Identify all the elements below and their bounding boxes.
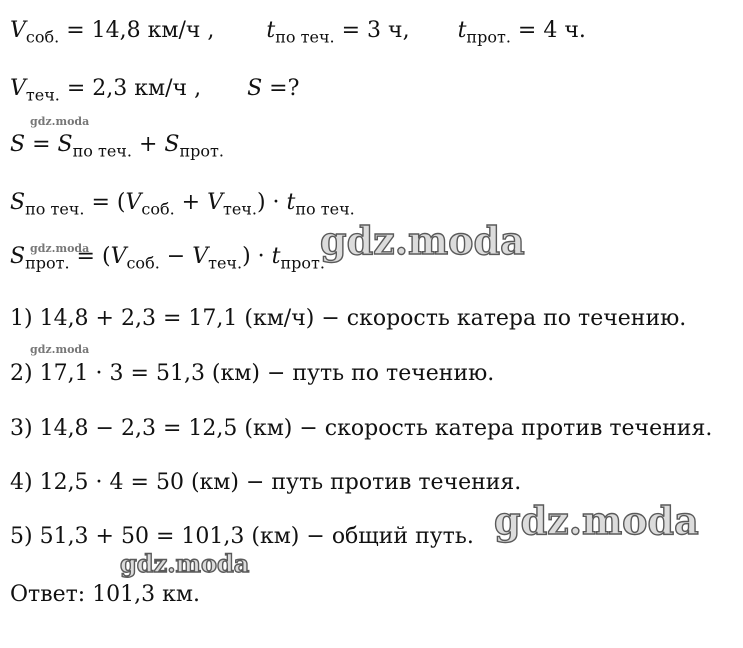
watermark: gdz.moda <box>494 498 699 543</box>
solution-step-2: 2) 17,1 · 3 = 51,3 (км) − путь по течению. <box>10 361 495 386</box>
var-t: t <box>457 18 467 43</box>
subscript: по теч. <box>295 199 355 219</box>
var-v: V <box>192 244 209 269</box>
subscript: теч. <box>208 253 243 273</box>
operator: = ( <box>84 190 126 215</box>
subscript: по теч. <box>72 141 132 161</box>
value: = 3 ч, <box>334 18 410 43</box>
watermark: gdz.moda <box>30 115 90 128</box>
var-v: V <box>125 190 142 215</box>
formula-total-path <box>10 134 224 160</box>
var-s: S <box>10 190 26 215</box>
var-s: S <box>10 132 26 157</box>
value: = 4 ч. <box>510 18 586 43</box>
watermark: gdz.moda <box>30 343 90 356</box>
operator: + <box>174 190 208 215</box>
operator: = <box>25 132 58 157</box>
var-s: S <box>10 244 26 269</box>
solution-step-4: 4) 12,5 · 4 = 50 (км) − путь против течения. <box>10 470 522 495</box>
watermark: gdz.moda <box>30 242 90 255</box>
var-s: S <box>164 132 180 157</box>
given-line-1 <box>10 20 586 46</box>
subscript: теч. <box>222 199 257 219</box>
var-s: S <box>57 132 73 157</box>
operator: + <box>131 132 165 157</box>
var-t: t <box>271 244 281 269</box>
subscript: соб. <box>25 27 60 47</box>
subscript: соб. <box>141 199 175 219</box>
given-line-2 <box>10 78 299 104</box>
operator: ) · <box>256 190 287 215</box>
var-v: V <box>110 244 127 269</box>
value: =? <box>262 76 300 101</box>
formula-path-downstream <box>10 192 355 218</box>
var-t: t <box>286 190 296 215</box>
subscript: прот. <box>25 253 70 273</box>
operator: = ( <box>69 244 111 269</box>
solution-step-3: 3) 14,8 − 2,3 = 12,5 (км) − скорость катера против течения. <box>10 416 713 441</box>
watermark: gdz.moda <box>120 549 250 578</box>
subscript: прот. <box>280 253 325 273</box>
value: = 2,3 км/ч , <box>59 76 202 101</box>
var-t: t <box>266 18 276 43</box>
var-v: V <box>10 76 26 101</box>
subscript: теч. <box>25 85 60 105</box>
subscript: по теч. <box>25 199 85 219</box>
var-v: V <box>207 190 223 215</box>
watermark: gdz.moda <box>320 218 525 263</box>
operator: − <box>159 244 193 269</box>
answer: Ответ: 101,3 км. <box>10 582 201 607</box>
value: = 14,8 км/ч , <box>59 18 215 43</box>
var-v: V <box>10 18 26 43</box>
subscript: соб. <box>126 253 160 273</box>
solution-step-1: 1) 14,8 + 2,3 = 17,1 (км/ч) − скорость катера по течению. <box>10 306 687 331</box>
solution-step-5: 5) 51,3 + 50 = 101,3 (км) − общий путь. <box>10 524 474 549</box>
var-s: S <box>247 76 263 101</box>
subscript: прот. <box>179 141 224 161</box>
subscript: прот. <box>466 27 511 47</box>
operator: ) · <box>242 244 272 269</box>
subscript: по теч. <box>275 27 335 47</box>
